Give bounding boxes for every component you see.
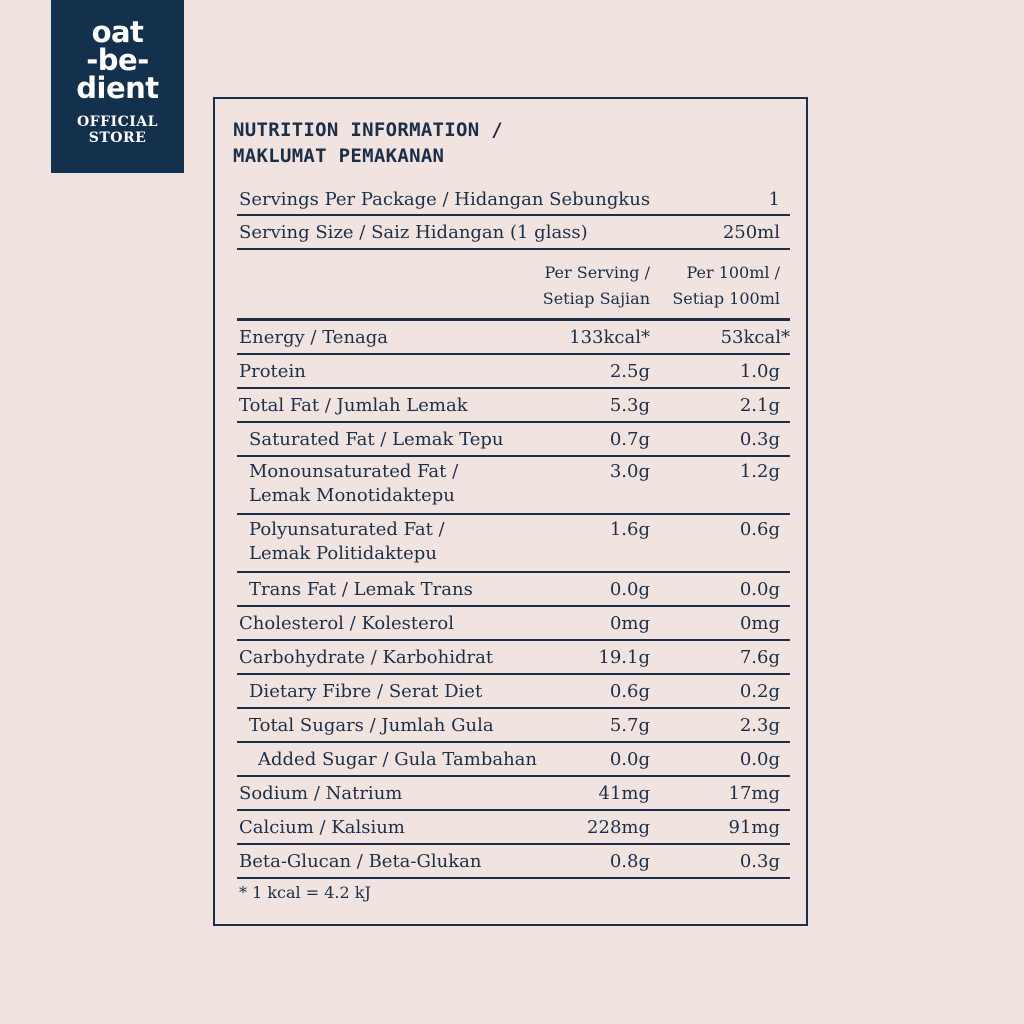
per-serving-value: 0mg xyxy=(609,613,650,634)
table-row xyxy=(237,457,790,515)
per-serving-value: 19.1g xyxy=(598,647,650,668)
logo-line-oat: oat xyxy=(91,15,144,49)
title-line-1: NUTRITION INFORMATION / xyxy=(233,119,503,141)
servings-per-package-value: 1 xyxy=(768,189,780,210)
nutrient-label-line2: Lemak Monotidaktepu xyxy=(249,485,455,506)
per-serving-value: 0.0g xyxy=(609,749,650,770)
table-row xyxy=(237,641,790,675)
nutrient-label xyxy=(249,518,445,566)
per-100ml-value: 1.0g xyxy=(739,361,780,382)
per-serving-value: 5.7g xyxy=(609,715,650,736)
nutrition-panel xyxy=(213,97,808,926)
table-row xyxy=(237,389,790,423)
per-serving-value: 0.6g xyxy=(609,681,650,702)
per-serving-value: 5.3g xyxy=(609,395,650,416)
logo-line-official: OFFICIAL xyxy=(76,114,159,130)
nutrient-label: Protein xyxy=(239,361,306,382)
nutrient-label: Total Sugars / Jumlah Gula xyxy=(249,715,494,736)
servings-per-package-label: Servings Per Package / Hidangan Sebungkus xyxy=(239,189,651,210)
brand-logo xyxy=(51,0,184,173)
per-serving-value: 1.6g xyxy=(609,519,650,540)
nutrition-table xyxy=(237,183,790,879)
table-row xyxy=(237,845,790,879)
nutrient-label-line1: Monounsaturated Fat / xyxy=(249,461,459,482)
per-100ml-header xyxy=(672,260,780,312)
logo-line-be: -be- xyxy=(86,43,149,77)
per-serving-value: 133kcal* xyxy=(569,327,650,348)
per-100ml-value: 0.0g xyxy=(739,749,780,770)
per-serving-value: 3.0g xyxy=(609,461,650,482)
logo-official-store xyxy=(51,114,184,146)
per-100ml-value: 7.6g xyxy=(739,647,780,668)
logo-line-store: STORE xyxy=(88,130,147,146)
per-serving-header xyxy=(543,260,650,312)
table-row xyxy=(237,709,790,743)
per-serving-header-line2: Setiap Sajian xyxy=(542,289,650,308)
table-row xyxy=(237,675,790,709)
table-row xyxy=(237,573,790,607)
per-serving-value: 228mg xyxy=(587,817,650,838)
nutrient-label: Beta-Glucan / Beta-Glukan xyxy=(239,851,482,872)
nutrient-label: Total Fat / Jumlah Lemak xyxy=(239,395,468,416)
nutrient-label: Cholesterol / Kolesterol xyxy=(239,613,454,634)
per-100ml-value: 0.3g xyxy=(739,851,780,872)
nutrient-label: Trans Fat / Lemak Trans xyxy=(249,579,473,600)
servings-per-package-row xyxy=(237,183,790,216)
column-header-row xyxy=(237,250,790,321)
table-row xyxy=(237,515,790,573)
serving-size-row xyxy=(237,216,790,250)
per-100ml-value: 1.2g xyxy=(739,461,780,482)
per-100ml-header-line2: Setiap 100ml xyxy=(672,289,780,308)
nutrient-label: Carbohydrate / Karbohidrat xyxy=(239,647,494,668)
nutrient-label: Saturated Fat / Lemak Tepu xyxy=(249,429,504,450)
nutrient-label: Added Sugar / Gula Tambahan xyxy=(258,749,537,770)
per-serving-value: 0.0g xyxy=(609,579,650,600)
nutrient-label-line1: Polyunsaturated Fat / xyxy=(249,519,445,540)
per-100ml-value: 53kcal* xyxy=(720,327,790,348)
per-100ml-value: 0.2g xyxy=(739,681,780,702)
nutrient-label: Dietary Fibre / Serat Diet xyxy=(249,681,483,702)
table-row xyxy=(237,321,790,355)
nutrient-label: Energy / Tenaga xyxy=(239,327,389,348)
table-row xyxy=(237,607,790,641)
logo-line-dient: dient xyxy=(76,71,159,105)
table-row xyxy=(237,811,790,845)
per-100ml-value: 0mg xyxy=(739,613,780,634)
title-line-2: MAKLUMAT PEMAKANAN xyxy=(233,145,445,167)
energy-footnote: * 1 kcal = 4.2 kJ xyxy=(239,883,371,902)
per-serving-value: 0.8g xyxy=(609,851,650,872)
per-serving-header-line1: Per Serving / xyxy=(544,263,650,282)
per-100ml-value: 0.6g xyxy=(739,519,780,540)
table-row xyxy=(237,743,790,777)
nutrient-label-line2: Lemak Politidaktepu xyxy=(249,543,437,564)
nutrient-label xyxy=(249,460,458,508)
serving-size-label: Serving Size / Saiz Hidangan (1 glass) xyxy=(239,222,588,243)
per-100ml-value: 2.1g xyxy=(739,395,780,416)
table-row xyxy=(237,355,790,389)
nutrient-label: Calcium / Kalsium xyxy=(239,817,405,838)
nutrition-title xyxy=(233,117,793,169)
logo-wordmark xyxy=(51,15,184,105)
per-100ml-value: 0.0g xyxy=(739,579,780,600)
per-serving-value: 41mg xyxy=(598,783,650,804)
nutrient-label: Sodium / Natrium xyxy=(239,783,403,804)
per-100ml-value: 17mg xyxy=(728,783,780,804)
per-100ml-value: 91mg xyxy=(728,817,780,838)
table-row xyxy=(237,777,790,811)
per-100ml-header-line1: Per 100ml / xyxy=(686,263,780,282)
table-row xyxy=(237,423,790,457)
per-100ml-value: 2.3g xyxy=(739,715,780,736)
per-serving-value: 2.5g xyxy=(609,361,650,382)
per-serving-value: 0.7g xyxy=(609,429,650,450)
serving-size-value: 250ml xyxy=(722,222,780,243)
per-100ml-value: 0.3g xyxy=(739,429,780,450)
